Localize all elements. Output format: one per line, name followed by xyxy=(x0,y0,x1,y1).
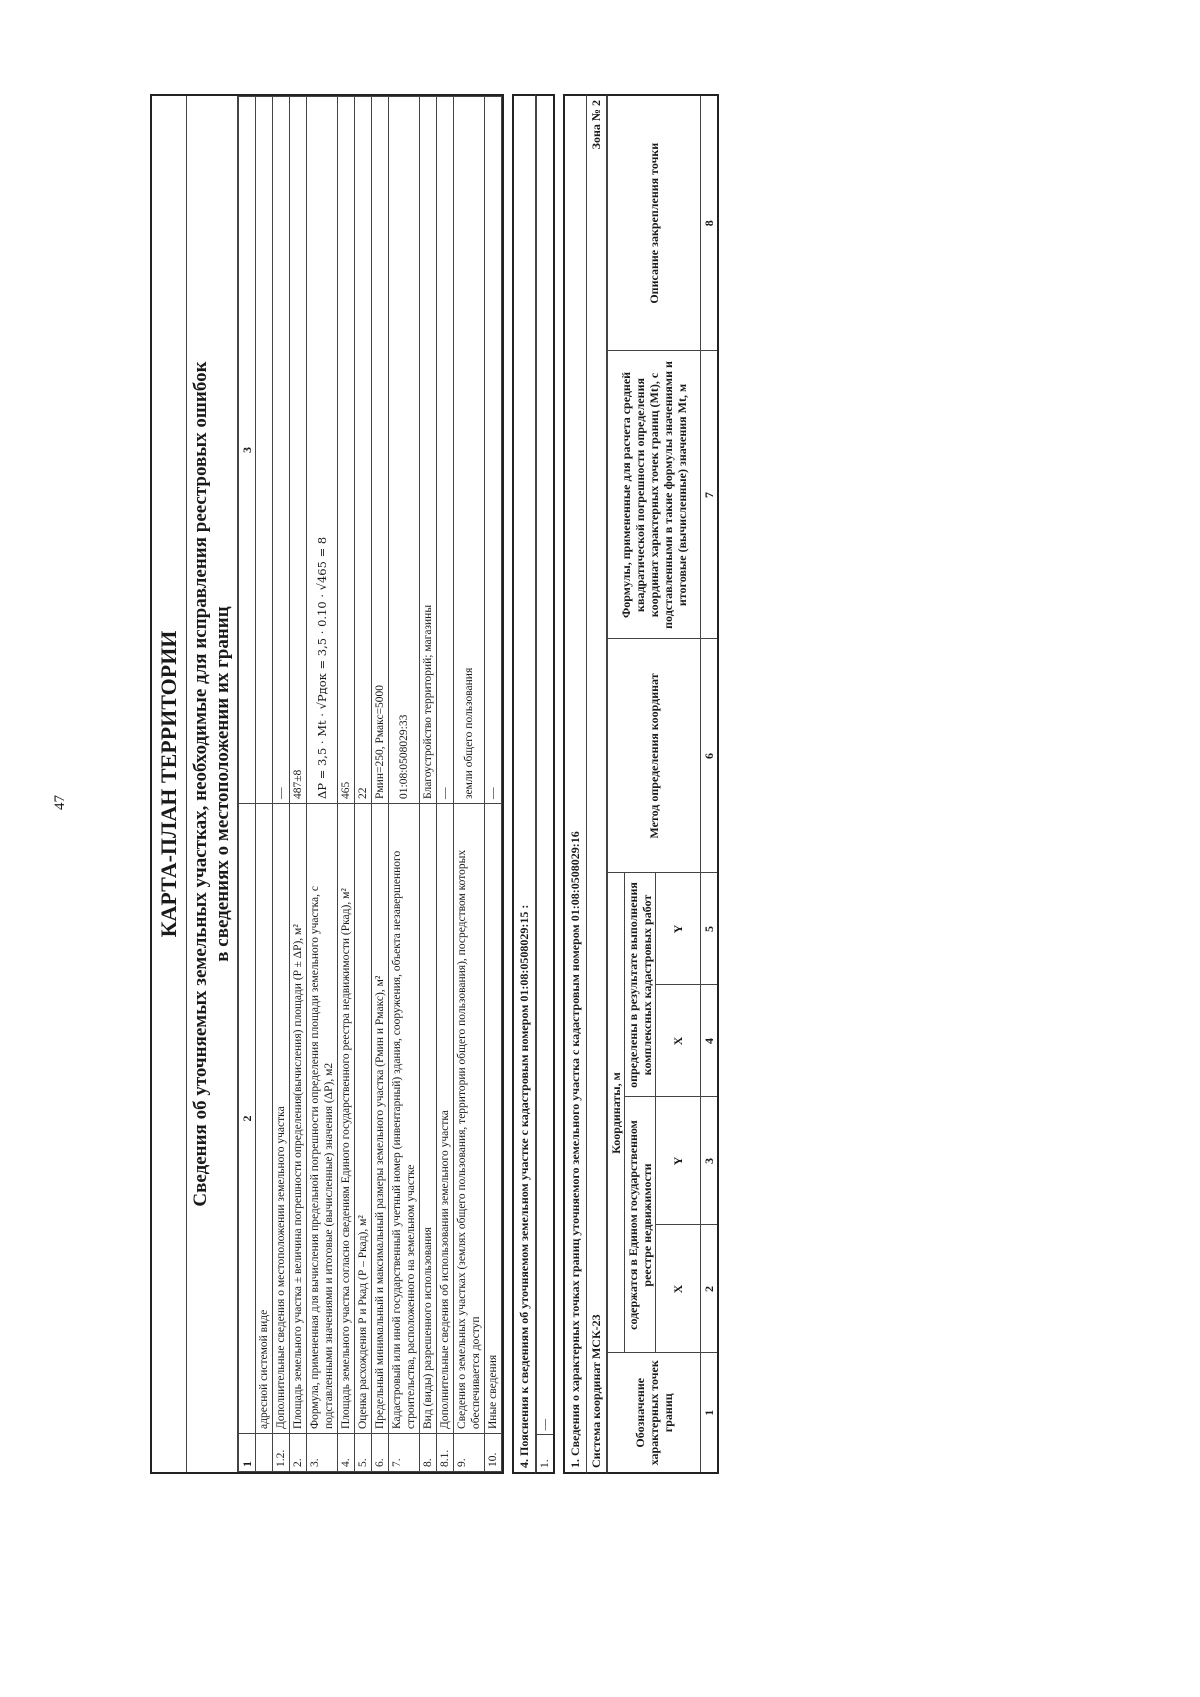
table-row xyxy=(307,97,338,1472)
col-number: 2 xyxy=(701,1225,719,1353)
row-desc: Иные сведения xyxy=(485,804,502,1434)
zone: Зона № 2 xyxy=(589,100,603,150)
header-coordinates: Координаты, м xyxy=(608,873,625,1353)
section-1-title: 1. Сведения о характерных точках границ уточняемого земельного участка с кадастровым номером 01:08:0508029:16 xyxy=(563,94,587,1474)
header-method: Метод определения координат xyxy=(608,639,701,873)
coord-system: Система координат МСК-23 xyxy=(589,1314,603,1468)
row-desc: Сведения о земельных участках (землях общего пользования, территории общего пользования), посредством которых обеспечивается доступ xyxy=(454,804,485,1434)
subtitle-line-1: Сведения об уточняемых земельных участках, необходимые для исправления реестровых ошибок xyxy=(190,361,211,1207)
header-x-cadastral: X xyxy=(656,985,701,1097)
row-value xyxy=(256,97,273,804)
row-desc: Вид (виды) разрешенного использования xyxy=(420,804,437,1434)
col-header-1: 1 xyxy=(239,1434,256,1472)
header-y-cadastral: Y xyxy=(656,873,701,985)
row-value: 22 xyxy=(355,97,372,804)
row-num: 4. xyxy=(338,1434,355,1472)
table-row xyxy=(256,97,273,1472)
row-num: 2. xyxy=(290,1434,307,1472)
row-value: 487±8 xyxy=(290,97,307,804)
table-row xyxy=(372,97,389,1472)
row-desc: Дополнительные сведения о местоположении земельного участка xyxy=(273,804,290,1434)
col-number: 4 xyxy=(701,985,719,1097)
header-description: Описание закрепления точки xyxy=(608,95,701,351)
row-desc: Кадастровый или иной государственный учетный номер (инвентарный) здания, сооружения, объекта незавершенного строительства, расположенного на земельном участке xyxy=(389,804,420,1434)
rotated-document xyxy=(150,94,880,1474)
row-desc: Дополнительные сведения об использовании земельного участка xyxy=(437,804,454,1434)
row-num: 1.2. xyxy=(273,1434,290,1472)
table-row xyxy=(454,97,485,1472)
col-number: 8 xyxy=(701,95,719,351)
main-table xyxy=(238,96,502,1472)
row-desc: Площадь земельного участка ± величина погрешности определения(вычисления) площади (P ± ΔP), м² xyxy=(290,804,307,1434)
section-4 xyxy=(512,94,555,1474)
row-value: земли общего пользования xyxy=(454,97,485,804)
subtitle-line-2: в сведениях о местоположении их границ xyxy=(212,606,233,962)
column-numbers-row xyxy=(701,95,719,1473)
document-title: КАРТА-ПЛАН ТЕРРИТОРИИ xyxy=(152,96,187,1472)
main-sheet xyxy=(150,94,504,1474)
table-row xyxy=(290,97,307,1472)
row-desc: Площадь земельного участка согласно сведениям Единого государственного реестра недвижимости (Ркад), м² xyxy=(338,804,355,1434)
row-desc: Формула, примененная для вычисления предельной погрешности определения площади земельного участка, с подставленными значениями и итоговые (вычисленные) значения (ΔP), м2 xyxy=(307,804,338,1434)
table-row xyxy=(485,97,502,1472)
row-value: Рмин=250, Рмакс=5000 xyxy=(372,97,389,804)
row-num: 8. xyxy=(420,1434,437,1472)
row-value: 465 xyxy=(338,97,355,804)
table-row xyxy=(355,97,372,1472)
col-header-3: 3 xyxy=(239,97,256,804)
row-num: 10. xyxy=(485,1434,502,1472)
row-num: 7. xyxy=(389,1434,420,1472)
row-num: 5. xyxy=(355,1434,372,1472)
row-desc: Предельный минимальный и максимальный размеры земельного участка (Рмин и Рмакс), м² xyxy=(372,804,389,1434)
col-number: 5 xyxy=(701,873,719,985)
header-designation: Обозначение характерных точек границ xyxy=(608,1353,701,1473)
table-row xyxy=(338,97,355,1472)
col-number: 6 xyxy=(701,639,719,873)
row-value: — xyxy=(273,97,290,804)
col-number: 3 xyxy=(701,1097,719,1225)
row-value: 01:08:0508029:33 xyxy=(389,97,420,804)
coordinates-table xyxy=(607,94,719,1474)
table-row xyxy=(389,97,420,1472)
row-desc: Оценка расхождения Р и Ркад (Р – Ркад), м² xyxy=(355,804,372,1434)
row-num: 8.1. xyxy=(437,1434,454,1472)
document-subtitle xyxy=(187,96,238,1472)
row-num: 1. xyxy=(537,1435,555,1473)
header-cadastral: определены в результате выполнения комплексных кадастровых работ xyxy=(625,873,656,1097)
header-formulas: Формулы, примененные для расчета средней квадратической погрешности определения координат характерных точек границ (Mt), с подставленными в такие формулы значениями и итоговые (вычисленные) значения Mt, м xyxy=(608,351,701,639)
header-y-egrn: Y xyxy=(656,1097,701,1225)
row-desc: адресной системой виде xyxy=(256,804,273,1434)
coord-system-row xyxy=(587,94,607,1474)
table-row xyxy=(273,97,290,1472)
row-num: 9. xyxy=(454,1434,485,1472)
row-value: — xyxy=(485,97,502,804)
row-value: — xyxy=(537,95,555,1435)
table-row xyxy=(420,97,437,1472)
header-x-egrn: X xyxy=(656,1225,701,1353)
col-header-2: 2 xyxy=(239,804,256,1434)
row-value: — xyxy=(437,97,454,804)
page-number: 47 xyxy=(52,795,68,810)
table-row xyxy=(537,95,555,1473)
table-row xyxy=(437,97,454,1472)
row-num: 3. xyxy=(307,1434,338,1472)
section-4-title: 4. Пояснения к сведениям об уточняемом земельном участке с кадастровым номером 01:08:0508029:15 : xyxy=(512,94,536,1474)
row-num xyxy=(256,1434,273,1472)
section-4-table xyxy=(536,94,555,1474)
col-number: 7 xyxy=(701,351,719,639)
area-error-formula: ΔP = 3,5 · Mt · √Pдок = 3,5 · 0.10 · √465 = 8 xyxy=(307,97,338,804)
section-1 xyxy=(563,94,719,1474)
row-value: Благоустройство территорий; магазины xyxy=(420,97,437,804)
row-num: 6. xyxy=(372,1434,389,1472)
col-number: 1 xyxy=(701,1353,719,1473)
header-egrn: содержатся в Едином государственном реестре недвижимости xyxy=(625,1097,656,1353)
main-table-header xyxy=(239,97,256,1472)
